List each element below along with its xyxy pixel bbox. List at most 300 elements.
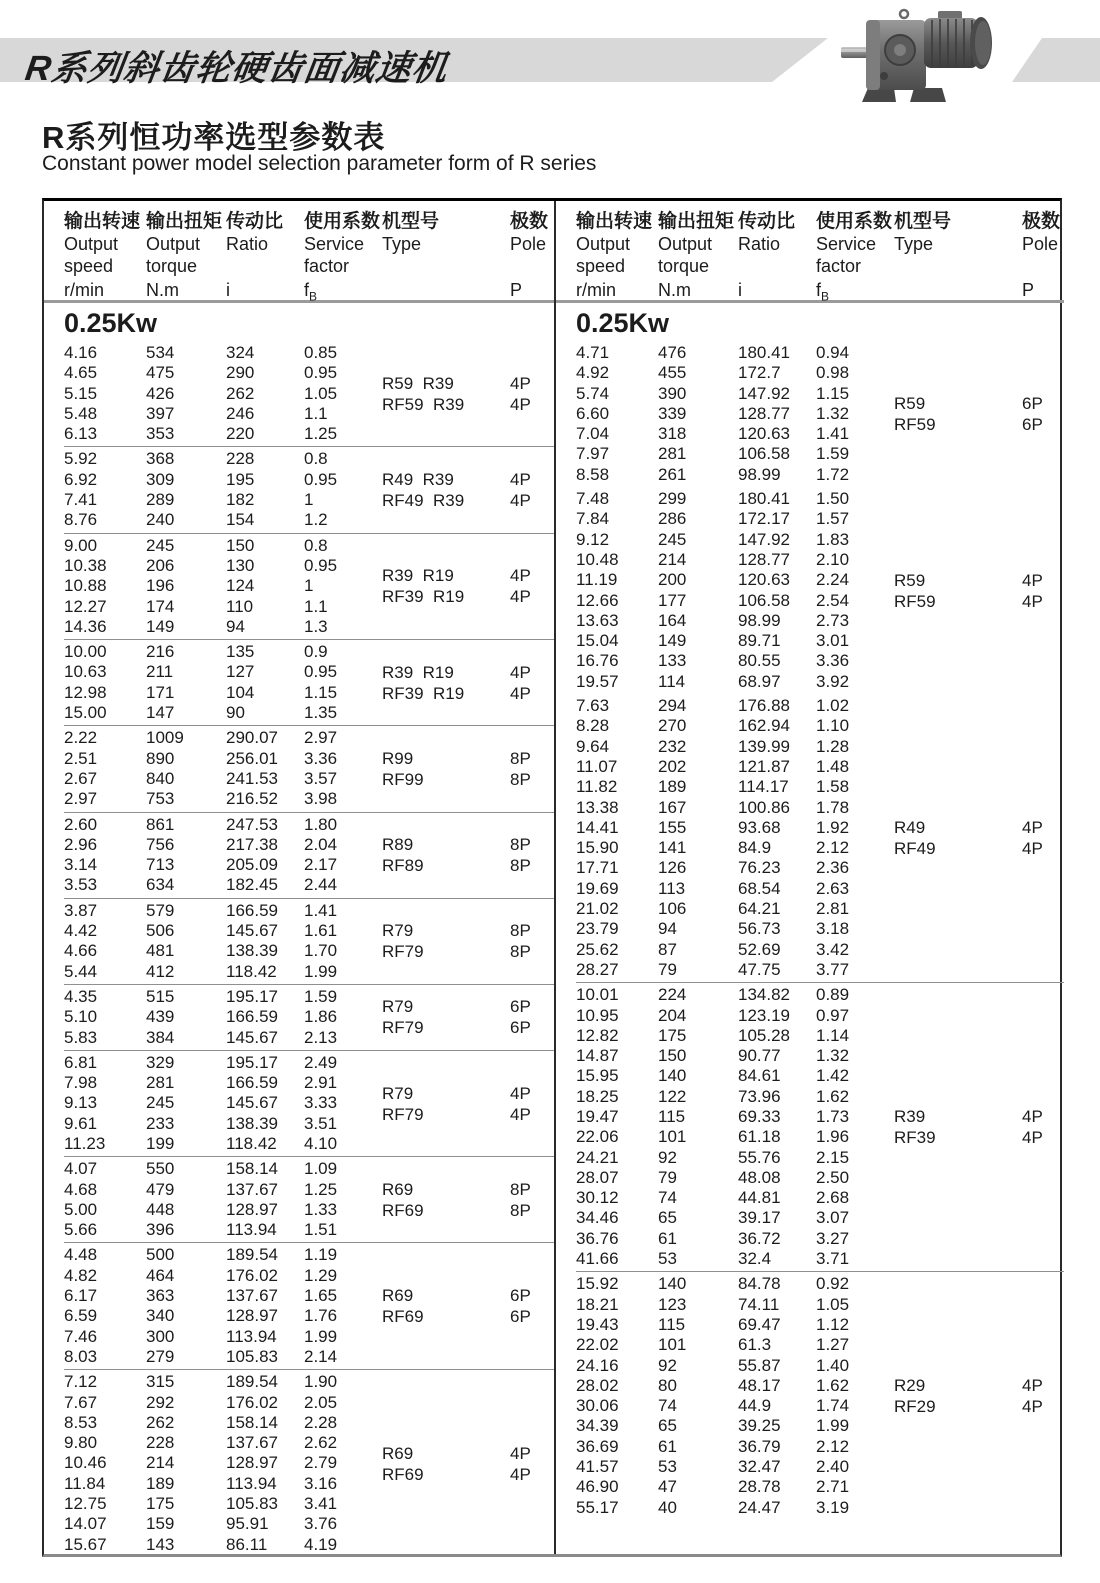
- table-row: [576, 1249, 894, 1269]
- cell-ratio: 80.55: [738, 651, 781, 671]
- row-group: [64, 446, 554, 532]
- column-header-en2: speed: [576, 256, 626, 276]
- cell-output-torque: 262: [146, 1412, 175, 1432]
- type-pole-line: [382, 1104, 554, 1125]
- cell-output-speed: 14.41: [576, 817, 619, 837]
- row-group: [64, 1050, 554, 1156]
- column-header-unit: [382, 279, 510, 301]
- cell-service-factor: 1.29: [304, 1265, 338, 1285]
- cell-service-factor: 3.41: [304, 1494, 338, 1514]
- table-row: [64, 1007, 382, 1027]
- cell-ratio: 106.58: [738, 590, 790, 610]
- table-row: [576, 985, 894, 1005]
- cell-ratio: 104: [226, 682, 255, 702]
- cell-service-factor: 3.71: [816, 1249, 850, 1269]
- type-label: R39 R19: [382, 566, 454, 586]
- column-header-pole: [510, 211, 554, 301]
- table-row: [64, 470, 382, 490]
- cell-output-speed: 7.41: [64, 490, 98, 510]
- cell-service-factor: 1.90: [304, 1372, 338, 1392]
- column-header-en1: Output: [64, 234, 119, 254]
- cell-output-torque: 147: [146, 703, 175, 723]
- cell-output-torque: 315: [146, 1372, 175, 1392]
- cell-ratio: 68.97: [738, 671, 781, 691]
- cell-output-speed: 2.97: [64, 789, 98, 809]
- cell-ratio: 56.73: [738, 919, 781, 939]
- column-header-en2: [894, 255, 1022, 277]
- cell-service-factor: 2.10: [816, 549, 850, 569]
- cell-output-torque: 1009: [146, 728, 184, 748]
- type-label: RF59: [894, 415, 936, 435]
- cell-service-factor: 2.14: [304, 1346, 338, 1366]
- table-row: [64, 1347, 382, 1367]
- table-row: [576, 631, 894, 651]
- cell-output-speed: 55.17: [576, 1497, 619, 1517]
- cell-output-speed: 28.07: [576, 1167, 619, 1187]
- cell-service-factor: 2.12: [816, 1436, 850, 1456]
- table-row: [576, 696, 894, 716]
- table-row: [64, 1053, 382, 1073]
- type-label: RF39 R19: [382, 683, 465, 703]
- cell-output-speed: 7.63: [576, 696, 610, 716]
- pole-label: 4P: [1022, 1128, 1043, 1148]
- table-left: [44, 201, 554, 1554]
- cell-service-factor: 1.58: [816, 777, 850, 797]
- table-row: [64, 1180, 382, 1200]
- column-header-zh: 输出转速: [64, 211, 141, 232]
- cell-output-speed: 34.46: [576, 1208, 619, 1228]
- table-row: [64, 642, 382, 662]
- type-label: RF79: [382, 942, 424, 962]
- cell-service-factor: 1.32: [816, 1046, 850, 1066]
- cell-output-torque: 281: [658, 444, 687, 464]
- group-values: [64, 1372, 382, 1555]
- cell-output-torque: 300: [146, 1326, 175, 1346]
- column-header-en2: torque: [658, 256, 710, 276]
- type-label: R89: [382, 835, 414, 855]
- cell-output-torque: 74: [658, 1188, 677, 1208]
- cell-ratio: 39.17: [738, 1208, 781, 1228]
- cell-output-torque: 286: [658, 509, 687, 529]
- column-header-unit: $f_B$: [816, 280, 830, 304]
- column-header-en1: Output: [146, 234, 201, 254]
- group-type-block: [894, 696, 1066, 980]
- cell-ratio: 246: [226, 403, 255, 423]
- column-header-type: [894, 211, 1022, 301]
- group-type-block: [382, 642, 554, 723]
- cell-ratio: 118.42: [226, 1133, 277, 1153]
- column-header-en1: Pole: [1022, 234, 1059, 254]
- column-header-unit: P: [510, 280, 523, 300]
- cell-ratio: 135: [226, 642, 255, 662]
- type-pole-line: [382, 394, 554, 415]
- column-header-zh: 机型号: [382, 211, 440, 232]
- row-group: [64, 898, 554, 984]
- cell-service-factor: 1.35: [304, 703, 338, 723]
- cell-service-factor: 1.59: [304, 986, 338, 1006]
- cell-output-torque: 476: [658, 343, 687, 362]
- cell-output-torque: 289: [146, 490, 175, 510]
- group-values: [64, 1245, 382, 1367]
- cell-output-speed: 5.10: [64, 1007, 98, 1027]
- cell-ratio: 39.25: [738, 1416, 781, 1436]
- cell-service-factor: 3.18: [816, 919, 850, 939]
- cell-service-factor: 1.10: [816, 716, 850, 736]
- cell-output-speed: 19.43: [576, 1314, 619, 1334]
- cell-ratio: 44.81: [738, 1188, 781, 1208]
- table-row: [64, 855, 382, 875]
- cell-output-torque: 175: [146, 1494, 175, 1514]
- cell-service-factor: 1.99: [304, 961, 338, 981]
- cell-service-factor: 2.05: [304, 1392, 338, 1412]
- table-row: [576, 424, 894, 444]
- cell-service-factor: 0.94: [816, 343, 850, 362]
- type-pole-line: [382, 469, 554, 490]
- cell-output-speed: 15.04: [576, 631, 619, 651]
- table-row: [64, 404, 382, 424]
- cell-ratio: 154: [226, 510, 255, 530]
- type-pole-line: [382, 996, 554, 1017]
- group-type-block: [382, 1053, 554, 1154]
- cell-service-factor: 1.2: [304, 510, 328, 530]
- cell-service-factor: 1.48: [816, 756, 850, 776]
- cell-service-factor: 1.76: [304, 1306, 338, 1326]
- cell-output-torque: 245: [658, 529, 687, 549]
- table-row: [576, 1087, 894, 1107]
- cell-output-torque: 245: [146, 1093, 175, 1113]
- group-values: [64, 815, 382, 896]
- cell-ratio: 176.02: [226, 1392, 278, 1412]
- table-row: [576, 737, 894, 757]
- cell-output-speed: 14.36: [64, 616, 107, 636]
- column-header-en2: [738, 255, 816, 277]
- table-row: [576, 1148, 894, 1168]
- cell-output-speed: 13.38: [576, 797, 619, 817]
- cell-output-speed: 4.66: [64, 941, 98, 961]
- column-header-en1: Pole: [510, 234, 547, 254]
- cell-output-torque: 281: [146, 1073, 175, 1093]
- pole-label: 8P: [510, 921, 531, 941]
- cell-service-factor: 2.54: [816, 590, 850, 610]
- cell-service-factor: 1.80: [304, 814, 338, 834]
- cell-output-speed: 18.25: [576, 1086, 619, 1106]
- table-row: [64, 1134, 382, 1154]
- cell-ratio: 139.99: [738, 736, 790, 756]
- cell-output-torque: 94: [658, 919, 677, 939]
- cell-service-factor: 1: [304, 576, 314, 596]
- table-row: [64, 703, 382, 723]
- cell-ratio: 195.17: [226, 986, 278, 1006]
- cell-ratio: 123.19: [738, 1005, 790, 1025]
- row-group: [64, 533, 554, 639]
- cell-ratio: 121.87: [738, 756, 790, 776]
- group-type-block: [382, 343, 554, 444]
- cell-service-factor: 1.05: [304, 383, 338, 403]
- group-type-block: [382, 1159, 554, 1240]
- type-pole-line: [382, 1464, 554, 1485]
- cell-ratio: 128.97: [226, 1453, 278, 1473]
- column-header-unit: [894, 279, 1022, 301]
- cell-service-factor: 2.36: [816, 858, 850, 878]
- cell-service-factor: 1.86: [304, 1007, 338, 1027]
- type-label: R59: [894, 570, 926, 590]
- cell-ratio: 147.92: [738, 529, 790, 549]
- table-row: [64, 1220, 382, 1240]
- pole-label: 6P: [510, 1286, 531, 1306]
- table-row: [64, 576, 382, 596]
- cell-ratio: 48.17: [738, 1375, 781, 1395]
- cell-ratio: 113.94: [226, 1220, 277, 1240]
- table-row: [64, 1372, 382, 1392]
- cell-output-torque: 340: [146, 1306, 175, 1326]
- type-pole-line: [894, 570, 1066, 591]
- table-row: [576, 1006, 894, 1026]
- type-pole-line: [382, 748, 554, 769]
- type-label: R29: [894, 1376, 926, 1396]
- cell-output-speed: 6.81: [64, 1052, 98, 1072]
- cell-output-speed: 15.67: [64, 1534, 107, 1554]
- table-row: [576, 1188, 894, 1208]
- table-row: [64, 1413, 382, 1433]
- power-label: 0.25Kw: [576, 308, 670, 338]
- cell-output-torque: 384: [146, 1027, 175, 1047]
- cell-output-torque: 753: [146, 789, 175, 809]
- cell-service-factor: 3.36: [816, 651, 850, 671]
- cell-output-torque: 506: [146, 921, 175, 941]
- group-values: [64, 449, 382, 530]
- cell-service-factor: 0.92: [816, 1274, 850, 1294]
- cell-output-speed: 5.74: [576, 383, 610, 403]
- cell-output-speed: 15.90: [576, 838, 619, 858]
- column-header-type: [382, 211, 510, 301]
- cell-output-speed: 2.51: [64, 748, 98, 768]
- cell-ratio: 76.23: [738, 858, 781, 878]
- cell-output-speed: 4.82: [64, 1265, 98, 1285]
- group-type-block: [382, 987, 554, 1048]
- cell-output-speed: 6.59: [64, 1306, 98, 1326]
- cell-output-speed: 14.07: [64, 1514, 107, 1534]
- cell-output-torque: 149: [658, 631, 687, 651]
- cell-ratio: 84.61: [738, 1066, 781, 1086]
- group-type-block: [894, 343, 1066, 485]
- type-pole-line: [894, 591, 1066, 612]
- table-row: [64, 597, 382, 617]
- cell-service-factor: 3.27: [816, 1228, 850, 1248]
- cell-ratio: 120.63: [738, 570, 790, 590]
- cell-service-factor: 3.57: [304, 768, 338, 788]
- table-row: [64, 1266, 382, 1286]
- cell-output-speed: 4.42: [64, 921, 98, 941]
- cell-ratio: 137.67: [226, 1433, 278, 1453]
- column-header-en2: [382, 255, 510, 277]
- cell-service-factor: 0.97: [816, 1005, 850, 1025]
- cell-service-factor: 1.72: [816, 464, 850, 484]
- cell-ratio: 93.68: [738, 817, 781, 837]
- type-label: RF99: [382, 769, 424, 789]
- cell-service-factor: 1.73: [816, 1106, 850, 1126]
- table-row: [64, 769, 382, 789]
- cell-ratio: 216.52: [226, 789, 278, 809]
- pole-label: 4P: [1022, 591, 1043, 611]
- cell-ratio: 44.9: [738, 1396, 772, 1416]
- cell-ratio: 124: [226, 576, 255, 596]
- table-row: [64, 1514, 382, 1534]
- cell-output-speed: 17.71: [576, 858, 619, 878]
- cell-service-factor: 1.15: [304, 682, 338, 702]
- table-row: [64, 449, 382, 469]
- cell-output-speed: 12.66: [576, 590, 619, 610]
- cell-ratio: 176.02: [226, 1265, 278, 1285]
- cell-output-torque: 294: [658, 696, 687, 716]
- column-header-zh: 极数: [510, 211, 549, 232]
- cell-output-torque: 140: [658, 1066, 687, 1086]
- cell-output-torque: 189: [146, 1473, 175, 1493]
- cell-output-speed: 9.12: [576, 529, 610, 549]
- cell-output-speed: 28.27: [576, 959, 619, 979]
- cell-output-torque: 550: [146, 1159, 175, 1179]
- type-label: R39: [894, 1107, 926, 1127]
- cell-output-torque: 232: [658, 736, 687, 756]
- cell-ratio: 105.83: [226, 1494, 278, 1514]
- cell-ratio: 127: [226, 662, 255, 682]
- pole-label: 4P: [510, 491, 531, 511]
- cell-output-torque: 228: [146, 1433, 175, 1453]
- table-row: [576, 444, 894, 464]
- type-label: RF79: [382, 1018, 424, 1038]
- cell-ratio: 162.94: [738, 716, 790, 736]
- cell-output-speed: 6.92: [64, 469, 98, 489]
- cell-output-torque: 79: [658, 1167, 677, 1187]
- cell-output-speed: 23.79: [576, 919, 619, 939]
- column-header-en1: Output: [576, 234, 631, 254]
- table-row: [64, 662, 382, 682]
- cell-ratio: 90.77: [738, 1046, 781, 1066]
- cell-output-speed: 36.76: [576, 1228, 619, 1248]
- cell-output-speed: 4.07: [64, 1159, 98, 1179]
- cell-service-factor: 1.74: [816, 1396, 850, 1416]
- cell-ratio: 247.53: [226, 814, 278, 834]
- cell-output-speed: 11.84: [64, 1473, 106, 1493]
- group-type-block: [382, 901, 554, 982]
- banner-corner-slash: [1004, 38, 1100, 82]
- cell-output-speed: 15.00: [64, 703, 107, 723]
- cell-service-factor: 0.89: [816, 985, 850, 1005]
- cell-output-torque: 106: [658, 899, 687, 919]
- cell-ratio: 137.67: [226, 1179, 278, 1199]
- cell-output-torque: 92: [658, 1147, 677, 1167]
- cell-output-torque: 47: [658, 1477, 677, 1497]
- cell-output-speed: 4.68: [64, 1179, 98, 1199]
- type-pole-line: [382, 769, 554, 790]
- cell-output-speed: 3.87: [64, 900, 98, 920]
- cell-service-factor: 1.40: [816, 1355, 850, 1375]
- cell-ratio: 114.17: [738, 777, 789, 797]
- cell-output-torque: 65: [658, 1208, 677, 1228]
- cell-output-speed: 30.12: [576, 1188, 619, 1208]
- table-row: [576, 1107, 894, 1127]
- cell-ratio: 118.42: [226, 961, 277, 981]
- cell-output-torque: 261: [658, 464, 687, 484]
- cell-output-speed: 8.76: [64, 510, 98, 530]
- table-row: [576, 384, 894, 404]
- table-row: [64, 728, 382, 748]
- table-row: [576, 489, 894, 509]
- cell-output-torque: 448: [146, 1199, 175, 1219]
- table-row: [576, 960, 894, 980]
- cell-service-factor: 1.09: [304, 1159, 338, 1179]
- pole-label: 6P: [510, 1018, 531, 1038]
- page-title-en: Constant power model selection parameter form of R series: [42, 152, 597, 175]
- pole-label: 8P: [510, 1179, 531, 1199]
- cell-ratio: 180.41: [738, 489, 790, 509]
- cell-output-torque: 412: [146, 961, 175, 981]
- cell-output-speed: 6.13: [64, 424, 98, 444]
- row-group: [64, 639, 554, 725]
- cell-ratio: 36.79: [738, 1436, 781, 1456]
- cell-service-factor: 1.15: [816, 383, 850, 403]
- type-pole-line: [382, 662, 554, 683]
- cell-output-torque: 53: [658, 1249, 677, 1269]
- table-row: [64, 1306, 382, 1326]
- type-pole-line: [382, 490, 554, 511]
- cell-output-speed: 8.53: [64, 1412, 98, 1432]
- cell-output-speed: 15.95: [576, 1066, 619, 1086]
- cell-ratio: 128.97: [226, 1306, 278, 1326]
- cell-ratio: 128.77: [738, 549, 790, 569]
- cell-output-speed: 41.57: [576, 1457, 619, 1477]
- cell-output-speed: 4.92: [576, 363, 610, 383]
- group-type-block: [894, 489, 1066, 692]
- group-type-block: [894, 1274, 1066, 1518]
- table-row: [64, 875, 382, 895]
- cell-output-speed: 12.98: [64, 682, 107, 702]
- cell-service-factor: 2.24: [816, 570, 850, 590]
- table-row: [64, 490, 382, 510]
- pole-label: 6P: [1022, 394, 1043, 414]
- cell-service-factor: 1.50: [816, 489, 850, 509]
- cell-output-speed: 4.65: [64, 363, 98, 383]
- cell-output-speed: 9.13: [64, 1093, 98, 1113]
- cell-ratio: 189.54: [226, 1245, 278, 1265]
- cell-service-factor: 1.78: [816, 797, 850, 817]
- column-header-zh: 输出转速: [576, 211, 653, 232]
- cell-output-torque: 61: [658, 1436, 677, 1456]
- type-label: RF49 R39: [382, 491, 465, 511]
- group-values: [576, 985, 894, 1269]
- cell-output-speed: 8.58: [576, 464, 610, 484]
- pole-label: 4P: [510, 662, 531, 682]
- column-header-en1: Ratio: [738, 234, 781, 254]
- cell-output-speed: 7.84: [576, 509, 610, 529]
- type-pole-line: [382, 1306, 554, 1327]
- cell-output-torque: 189: [658, 777, 687, 797]
- cell-output-torque: 216: [146, 642, 175, 662]
- cell-output-speed: 30.06: [576, 1396, 619, 1416]
- cell-output-speed: 25.62: [576, 939, 619, 959]
- cell-output-torque: 149: [146, 616, 175, 636]
- table-row: [576, 1498, 894, 1518]
- cell-output-torque: 65: [658, 1416, 677, 1436]
- cell-output-speed: 2.22: [64, 728, 98, 748]
- cell-ratio: 172.7: [738, 363, 781, 383]
- group-type-block: [382, 1372, 554, 1555]
- cell-output-torque: 500: [146, 1245, 175, 1265]
- cell-service-factor: 3.16: [304, 1473, 338, 1493]
- cell-output-speed: 46.90: [576, 1477, 619, 1497]
- table-row: [64, 962, 382, 982]
- column-header-en2: [510, 255, 554, 277]
- pole-label: 4P: [510, 394, 531, 414]
